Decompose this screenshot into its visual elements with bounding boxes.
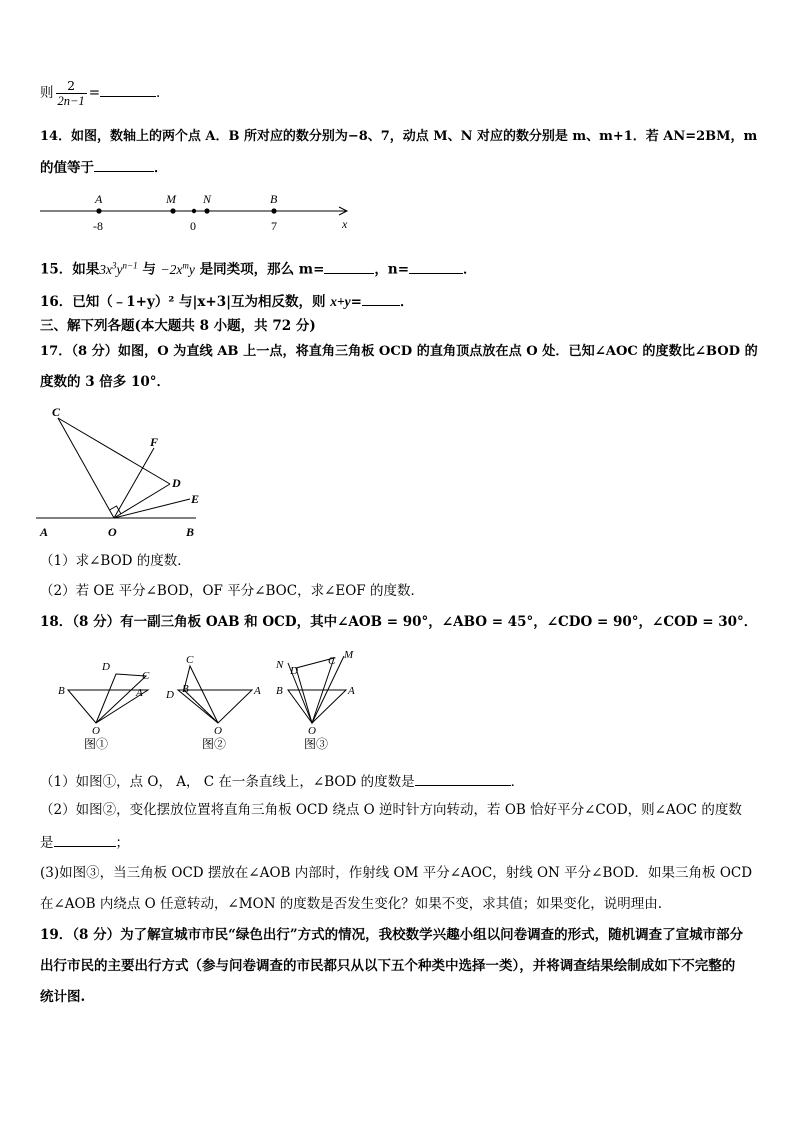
label-n: N	[203, 192, 212, 206]
tick-label-b: 7	[271, 219, 277, 233]
q15-term1-y-sup: n−1	[122, 260, 138, 270]
q15-mid: 与	[137, 261, 161, 278]
q14-answer-blank	[94, 157, 154, 172]
section-three-heading: 三、解下列各题(本大题共 8 小题，共 72 分)	[40, 318, 316, 334]
label-b: B	[186, 525, 195, 539]
q18-sub1-text: （1）如图①，点 O， A， C 在一条直线上，∠BOD 的度数是	[40, 774, 415, 790]
f2-label-a: A	[254, 685, 261, 697]
q15-prefix: 15．如果	[40, 261, 100, 278]
f3-label-m: M	[344, 649, 354, 661]
ray-of	[114, 448, 154, 518]
point-m-dot	[170, 208, 175, 213]
q15-term1-y: y	[116, 261, 123, 277]
q15-n-blank	[409, 259, 463, 274]
f2-label-b: B	[182, 683, 189, 695]
f3-label-n: N	[276, 659, 284, 671]
f1-label-c: C	[142, 670, 150, 682]
q15-mid2: 是同类项，那么 m=	[194, 261, 325, 278]
segment-cd	[58, 418, 170, 484]
point-a-dot	[96, 208, 101, 213]
q14-line2	[40, 157, 168, 177]
q16-end: ．	[399, 294, 414, 310]
f3-label-o: O	[308, 725, 316, 737]
q18-figures	[56, 648, 366, 756]
q15-term2-y: y	[188, 261, 195, 277]
q16-mid: =	[350, 294, 362, 310]
tick-label-zero: 0	[190, 219, 196, 233]
q19-line1: 19．（8 分）为了解宣城市市民“绿色出行”方式的情况，我校数学兴趣小组以问卷调查的形式，随机调查了宣城市部分	[40, 927, 744, 943]
q15-line	[40, 256, 477, 279]
q15-end: ．	[463, 261, 477, 278]
q15-term1-sup: 3	[112, 260, 117, 270]
label-o: O	[108, 525, 117, 539]
q14-line2-end: ．	[154, 160, 168, 176]
q18-figure-3	[275, 649, 355, 751]
fig3-caption: 图③	[304, 737, 329, 751]
q18-sub1-end: ．	[510, 774, 525, 790]
q14-line2-text: 的值等于	[40, 160, 94, 176]
q18-sub2-line1: （2）如图②，变化摆放位置将直角三角板 OCD 绕点 O 逆时针方向转动，若 OB 恰好平分∠COD，则∠AOC 的度数	[40, 802, 742, 818]
q13-frac-num: 2	[56, 78, 87, 94]
q15-term2: −2x	[160, 261, 183, 277]
q18-sub2-blank	[54, 832, 116, 847]
q16-line	[40, 291, 413, 311]
q18-sub3-line1: (3)如图③，当三角板 OCD 摆放在∠AOB 内部时，作射线 OM 平分∠AOC，射线 ON 平分∠BOD．如果三角板 OCD	[40, 865, 753, 881]
label-d: D	[172, 476, 181, 490]
q17-line2: 度数的 3 倍多 10°．	[40, 374, 171, 390]
label-e: E	[191, 492, 200, 506]
ray-oc	[58, 418, 114, 518]
label-b: B	[270, 192, 278, 206]
point-b-dot	[271, 208, 276, 213]
ray-od	[114, 484, 170, 518]
q13-end: .	[156, 85, 161, 101]
q19-line3: 统计图.	[40, 989, 86, 1005]
q14-number-line-figure	[36, 188, 356, 236]
f2-label-o: O	[214, 725, 222, 737]
q18-figure-1	[58, 661, 150, 751]
f3-label-c: C	[328, 655, 336, 667]
f2-label-c: C	[186, 654, 194, 666]
q16-expr: x+y	[330, 294, 351, 309]
f3-label-b: B	[276, 685, 283, 697]
q15-m-blank	[324, 259, 374, 274]
label-m: M	[166, 192, 176, 206]
q15-sep: ，n=	[374, 261, 410, 278]
q17-line1: 17．（8 分）如图，O 为直线 AB 上一点，将直角三角板 OCD 的直角顶点放在点 O 处．已知∠AOC 的度数比∠BOD 的	[40, 344, 758, 359]
q13-answer-blank	[100, 82, 156, 97]
axis-label-x: x	[342, 217, 348, 231]
q13-tail-line	[40, 78, 160, 109]
q16-answer-blank	[362, 291, 400, 306]
f1-label-b: B	[58, 685, 65, 697]
q14-line1: 14．如图，数轴上的两个点 A．B 所对应的数分别为−8、7，动点 M、N 对应的数分别是 m、m+1．若 AN=2BM，m	[40, 129, 758, 144]
label-a: A	[95, 192, 103, 206]
q18-sub2-line2-text: 是	[40, 835, 54, 851]
origin-dot	[192, 209, 196, 213]
ray-oe	[114, 499, 190, 518]
q15-term2-sup: m	[182, 260, 189, 270]
q18-sub1	[40, 771, 524, 791]
f2-label-d: D	[166, 689, 174, 701]
q18-sub2-line2	[40, 832, 129, 852]
q18-sub1-blank	[415, 771, 511, 786]
f3-label-d: D	[290, 665, 298, 677]
q17-angle-figure	[36, 402, 216, 540]
fig2-caption: 图②	[202, 737, 227, 751]
q18-sub2-end: ；	[115, 835, 129, 851]
q18-figure-2	[165, 654, 261, 751]
q13-eq: =	[88, 85, 100, 101]
f3-label-a: A	[348, 685, 355, 697]
q17-sub2: （2）若 OE 平分∠BOD，OF 平分∠BOC，求∠EOF 的度数．	[40, 583, 424, 599]
q18-line1: 18．（8 分）有一副三角板 OAB 和 OCD，其中∠AOB = 90°，∠ABO = 45°，∠CDO = 90°，∠COD = 30°．	[40, 614, 758, 630]
q19-line2: 出行市民的主要出行方式（参与问卷调查的市民都只从以下五个种类中选择一类），并将调查结果绘制成如下不完整的	[40, 958, 736, 974]
point-n-dot	[204, 208, 209, 213]
tick-label-a: -8	[93, 219, 103, 233]
label-c: C	[52, 405, 61, 419]
q18-sub3-line2: 在∠AOB 内绕点 O 任意转动，∠MON 的度数是否发生变化？如果不变，求其值；如果变化，说明理由.	[40, 896, 663, 912]
q17-sub1: （1）求∠BOD 的度数．	[40, 553, 191, 569]
f1-label-d: D	[102, 661, 110, 673]
fig1-caption: 图①	[84, 737, 109, 751]
label-a: A	[40, 525, 49, 539]
f1-label-o: O	[92, 725, 100, 737]
label-f: F	[150, 435, 159, 449]
q13-frac-den: 2n−1	[57, 94, 85, 108]
q13-prefix: 则	[40, 85, 54, 101]
q13-fraction	[56, 78, 87, 109]
f1-label-a: A	[136, 687, 143, 699]
q15-term1: 3x	[99, 261, 113, 277]
q16-prefix: 16．已知（﹣1+y）² 与|x+3|互为相反数，则	[40, 294, 331, 310]
